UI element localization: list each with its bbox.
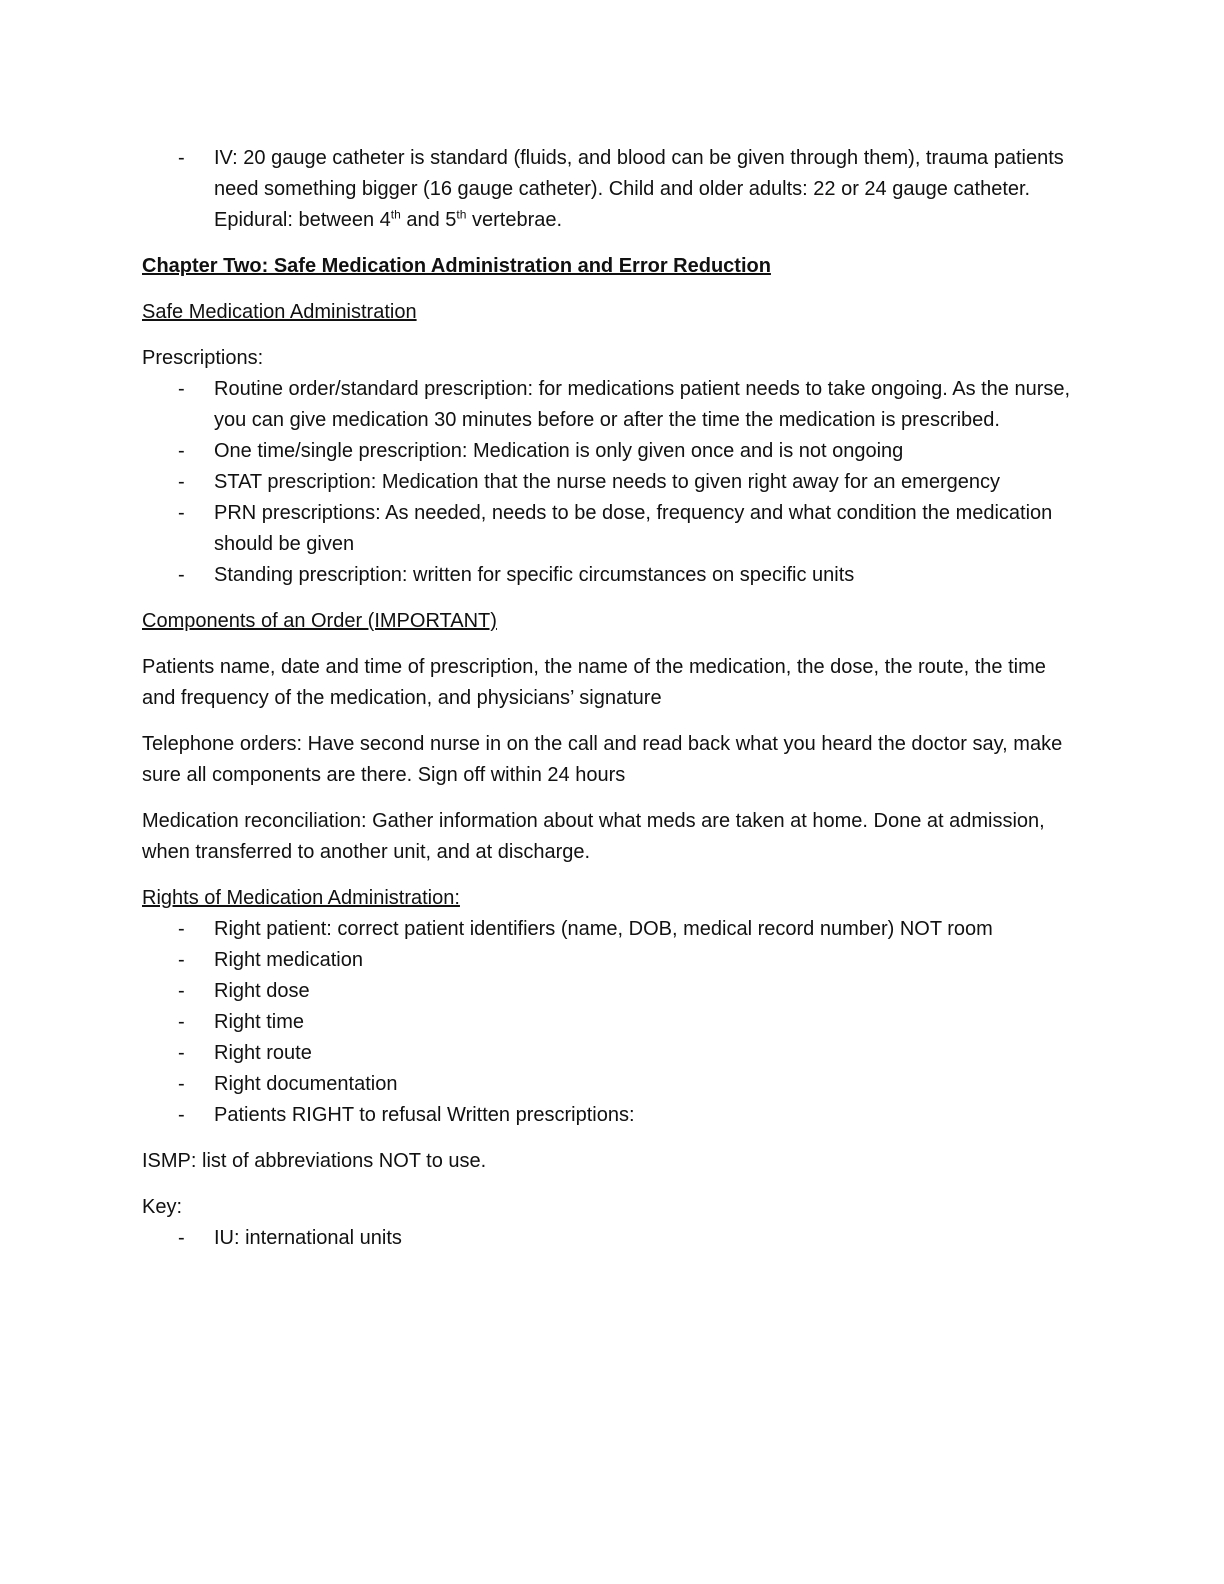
rights-list <box>142 914 1072 1131</box>
section-heading-rights: Rights of Medication Administration: <box>142 887 460 909</box>
bullet-dash: - <box>178 502 185 524</box>
chapter-title: Chapter Two: Safe Medication Administration and Error Reduction <box>142 255 771 277</box>
list-item: - One time/single prescription: Medication is only given once and is not ongoing <box>142 436 1072 467</box>
bullet-dash: - <box>178 440 185 462</box>
list-item: - Right time <box>142 1007 1072 1038</box>
list-item <box>142 143 1072 236</box>
bullet-dash: - <box>178 1104 185 1126</box>
list-item: - STAT prescription: Medication that the nurse needs to given right away for an emergency <box>142 467 1072 498</box>
list-item: - Right dose <box>142 976 1072 1007</box>
bullet-dash: - <box>178 471 185 493</box>
list-item: - Right documentation <box>142 1069 1072 1100</box>
key-list <box>142 1223 1072 1254</box>
paragraph: Telephone orders: Have second nurse in on the call and read back what you heard the doctor say, make sure all components are there. Sign off within 24 hours <box>142 733 1063 786</box>
bullet-dash: - <box>178 378 185 400</box>
ismp-line: ISMP: list of abbreviations NOT to use. <box>142 1150 487 1172</box>
bullet-dash: - <box>178 1011 185 1033</box>
bullet-dash: - <box>178 147 185 169</box>
prescriptions-label: Prescriptions: <box>142 347 264 369</box>
list-item: - PRN prescriptions: As needed, needs to be dose, frequency and what condition the medication should be given <box>142 498 1072 560</box>
section-heading-components: Components of an Order (IMPORTANT) <box>142 610 497 632</box>
prescriptions-list <box>142 374 1072 591</box>
paragraph: Patients name, date and time of prescription, the name of the medication, the dose, the route, the time and frequency of the medication, and physicians’ signature <box>142 656 1046 709</box>
list-item: - Patients RIGHT to refusal Written prescriptions: <box>142 1100 1072 1131</box>
section-heading-safe-medication: Safe Medication Administration <box>142 301 417 323</box>
bullet-dash: - <box>178 949 185 971</box>
key-label: Key: <box>142 1196 183 1218</box>
bullet-dash: - <box>178 1227 185 1249</box>
bullet-dash: - <box>178 980 185 1002</box>
document-content <box>142 143 1072 1254</box>
paragraph: Medication reconciliation: Gather information about what meds are taken at home. Done at admission, when transferred to another unit, and at discharge. <box>142 810 1045 863</box>
list-item: - Routine order/standard prescription: for medications patient needs to take ongoing. As the nurse, you can give medication 30 minutes before or after the time the medication is prescribed. <box>142 374 1072 436</box>
list-item: - Right medication <box>142 945 1072 976</box>
list-item: - Right patient: correct patient identifiers (name, DOB, medical record number) NOT room <box>142 914 1072 945</box>
bullet-dash: - <box>178 564 185 586</box>
list-item: - IU: international units <box>142 1223 1072 1254</box>
list-item: - Right route <box>142 1038 1072 1069</box>
intro-text: IV: 20 gauge catheter is standard (fluids, and blood can be given through them), trauma patients need something bigger (16 gauge catheter). Child and older adults: 22 or 24 gauge catheter. Epidural: between 4th and 5th vertebrae. <box>214 147 1064 231</box>
bullet-dash: - <box>178 1073 185 1095</box>
intro-list <box>142 143 1072 236</box>
bullet-dash: - <box>178 1042 185 1064</box>
list-item: - Standing prescription: written for specific circumstances on specific units <box>142 560 1072 591</box>
bullet-dash: - <box>178 918 185 940</box>
